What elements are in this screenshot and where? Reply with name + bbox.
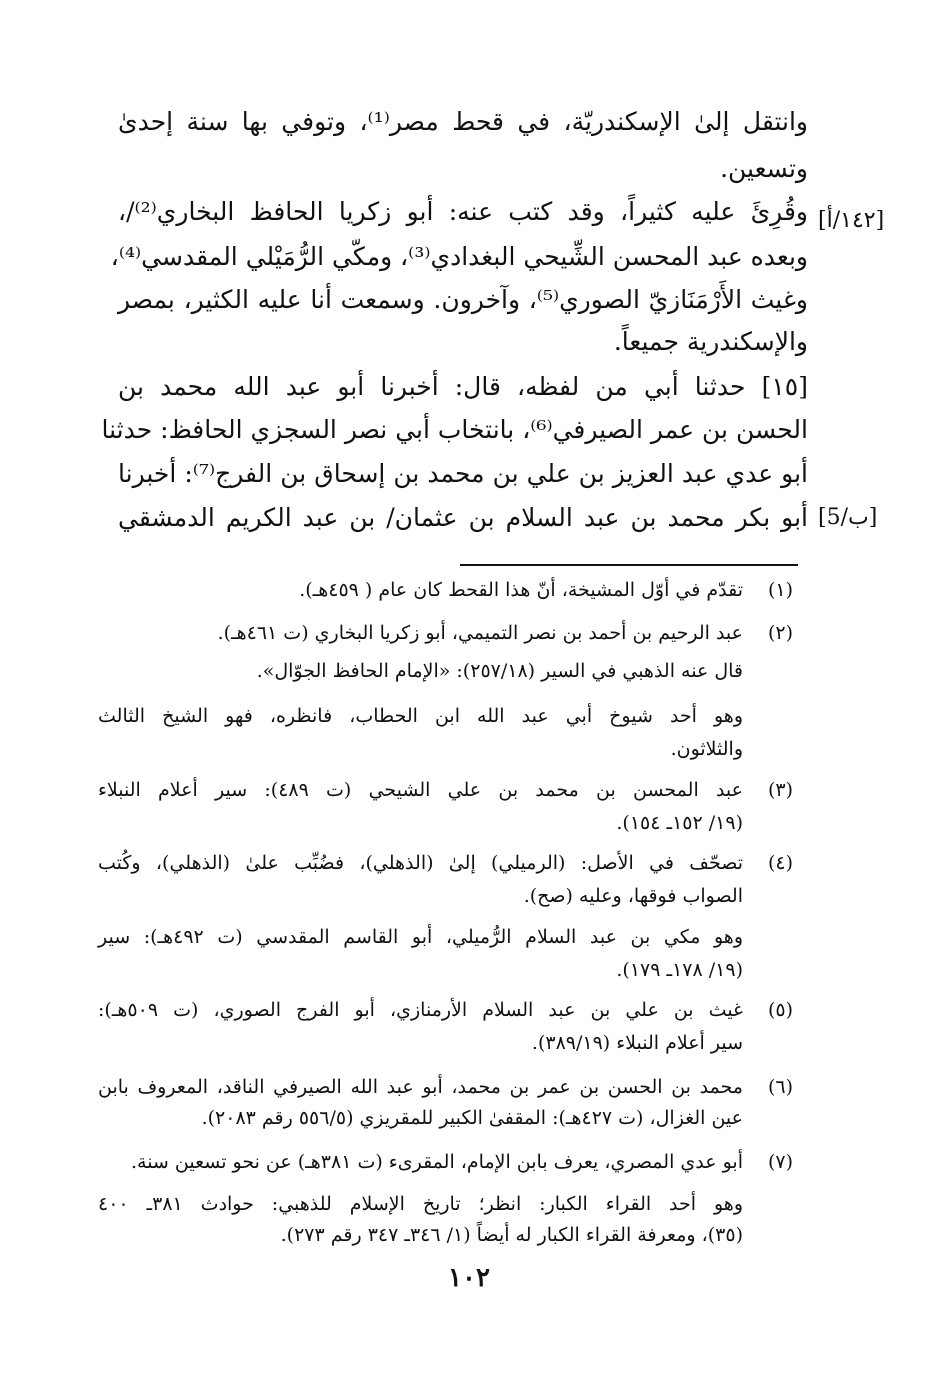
main-text-line: أبو بكر محمد بن عبد السلام بن عثمان/ بن عبد الكريم الدمشقي: [118, 503, 808, 532]
footnote-number: (١): [767, 579, 793, 601]
footnote-text: قال عنه الذهبي في السير (٢٥٧/١٨): «الإمام الحافظ الجوّال».: [256, 660, 743, 682]
footnote-text: (١٩/ ١٥٢ـ ١٥٤).: [616, 812, 743, 834]
footnote-text: غيث بن علي بن عبد السلام الأرمنازي، أبو الفرج الصوري، (ت ٥٠٩هـ):: [98, 999, 743, 1021]
footnote-text: سير أعلام النبلاء (٣٨٩/١٩).: [531, 1032, 743, 1054]
footnote-number: (٦): [767, 1076, 793, 1098]
footnote-text: وهو أحد القراء الكبار: انظر؛ تاريخ الإسلام للذهبي: حوادث ٣٨١ـ ٤٠٠: [98, 1193, 743, 1215]
footnote-text: (١٩/ ١٧٨ـ ١٧٩).: [616, 959, 743, 981]
footnote-text: محمد بن الحسن بن عمر بن محمد، أبو عبد الله الصيرفي الناقد، المعروف بابن: [98, 1076, 743, 1098]
main-text-line: وقُرِئَ عليه كثيراً، وقد كتب عنه: أبو زكريا الحافظ البخاري⁽²⁾/،: [118, 197, 808, 226]
footnote-text: وهو مكي بن عبد السلام الرُّميلي، أبو القاسم المقدسي (ت ٤٩٢هـ): سير: [98, 926, 744, 948]
footnote-text: عبد الرحيم بن أحمد بن نصر التميمي، أبو زكريا البخاري (ت ٤٦١هـ).: [217, 622, 743, 644]
footnote-text: تصحّف في الأصل: (الرميلي) إلىٰ (الذهلي)، فضُبِّب علىٰ (الذهلي)، وكُتب: [98, 852, 743, 874]
footnote-number: (٧): [767, 1151, 793, 1173]
footnote-text: تقدّم في أوّل المشيخة، أنّ هذا القحط كان عام ( ٤٥٩هـ).: [299, 579, 743, 601]
margin-reference: [١٤٢/أ]: [818, 208, 885, 233]
footnote-text: عبد المحسن بن محمد بن علي الشيحي (ت ٤٨٩): سير أعلام النبلاء: [98, 779, 743, 801]
main-text-line: والإسكندرية جميعاً.: [613, 327, 808, 356]
footnote-text: (٣٥)، ومعرفة القراء الكبار له أيضاً (١/ ٣٤٦ـ ٣٤٧ رقم ٢٧٣).: [280, 1224, 743, 1246]
footnote-text: الصواب فوقها، وعليه (صح).: [523, 885, 743, 907]
margin-reference: [5/ب]: [818, 505, 878, 530]
main-text-line: أبو عدي عبد العزيز بن علي بن محمد بن إسحاق بن الفرج⁽⁷⁾: أخبرنا: [118, 459, 808, 488]
footnote-text: عين الغزال، (ت ٤٢٧هـ): المقفىٰ الكبير للمقريزي (٥٥٦/٥ رقم ٢٠٨٣).: [201, 1107, 743, 1129]
footnote-text: والثلاثون.: [670, 738, 743, 760]
footnote-number: (٥): [767, 999, 793, 1021]
main-text-line: وتسعين.: [720, 154, 808, 183]
footnote-text: وهو أحد شيوخ أبي عبد الله ابن الحطاب، فانظره، فهو الشيخ الثالث: [98, 705, 743, 727]
footnote-text: أبو عدي المصري، يعرف بابن الإمام، المقرىء (ت ٣٨١هـ) عن نحو تسعين سنة.: [130, 1151, 743, 1173]
main-text-line: وغيث الأَرْمَنَازيّ الصوري⁽⁵⁾، وآخرون. وسمعت أنا عليه الكثير، بمصر: [118, 285, 808, 314]
page-number: ١٠٢: [448, 1263, 490, 1293]
footnote-number: (٢): [767, 622, 793, 644]
footnote-divider: [460, 564, 798, 566]
main-text-line: [١٥] حدثنا أبي من لفظه، قال: أخبرنا أبو عبد الله محمد بن: [118, 372, 808, 401]
footnote-number: (٤): [767, 852, 793, 874]
main-text-line: وانتقل إلىٰ الإسكندريّة، في قحط مصر⁽¹⁾، وتوفي بها سنة إحدىٰ: [118, 107, 808, 136]
main-text-line: وبعده عبد المحسن الشِّيحي البغدادي⁽³⁾، ومكّي الرُّمَيْلي المقدسي⁽⁴⁾،: [110, 242, 808, 271]
main-text-line: الحسن بن عمر الصيرفي⁽⁶⁾، بانتخاب أبي نصر السجزي الحافظ: حدثنا: [101, 415, 808, 444]
footnote-number: (٣): [767, 779, 793, 801]
